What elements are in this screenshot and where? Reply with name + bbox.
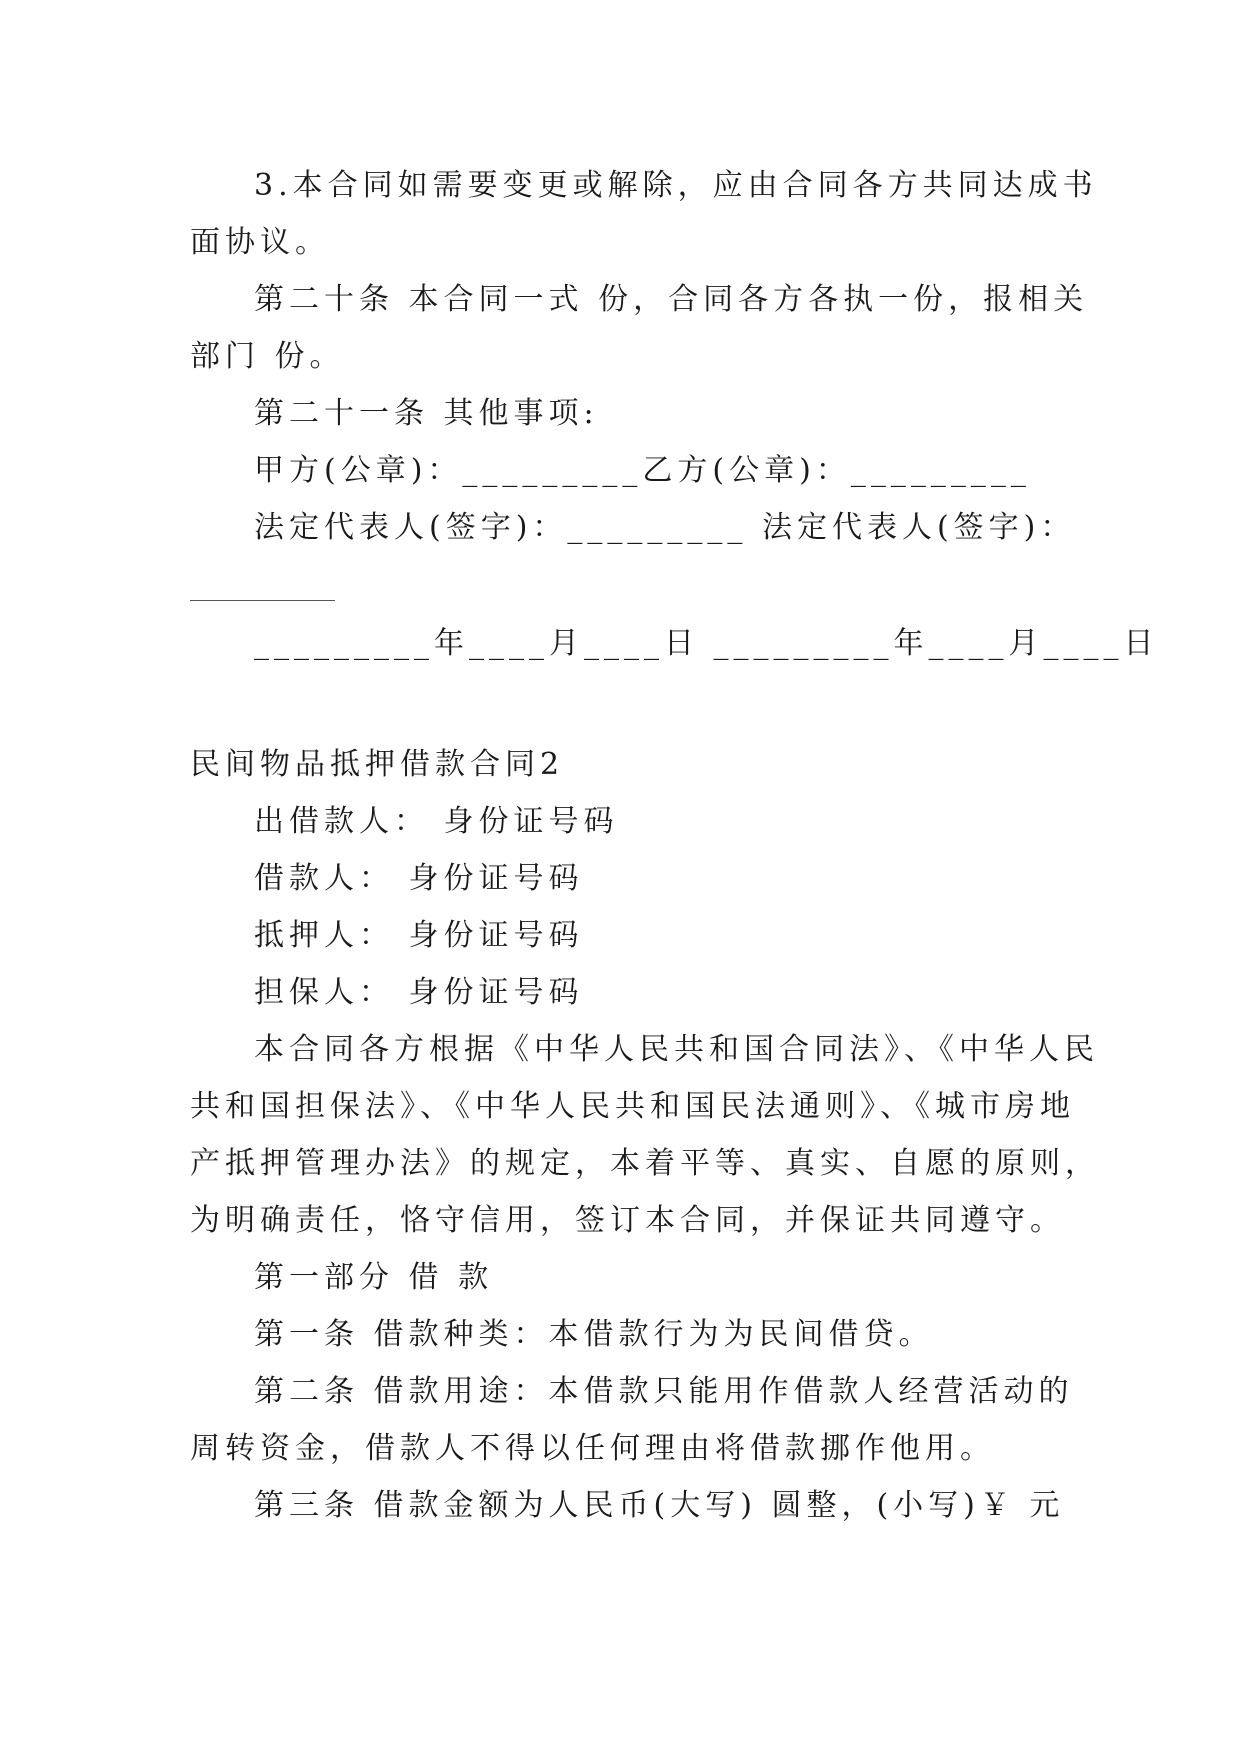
text-line: 担保人： 身份证号码 (254, 975, 584, 1010)
text-line: 出借款人： 身份证号码 (254, 804, 619, 839)
text-line: 为明确责任，恪守信用，签订本合同，并保证共同遵守。 (190, 1203, 1065, 1238)
signature-blank-line (190, 600, 335, 601)
text-line: 抵押人： 身份证号码 (254, 918, 584, 953)
text-line: 借款人： 身份证号码 (254, 861, 584, 896)
text-line: 第三条 借款金额为人民币(大写) 圆整，(小写)￥ 元 (254, 1488, 1065, 1523)
text-line: 本合同各方根据《中华人民共和国合同法》、《中华人民 (254, 1032, 1099, 1067)
text-line: 第二十一条 其他事项: (254, 396, 599, 431)
text-line: 第一条 借款种类：本借款行为为民间借贷。 (254, 1317, 934, 1352)
section-title: 民间物品抵押借款合同2 (190, 747, 565, 782)
text-line: 周转资金，借款人不得以任何理由将借款挪作他用。 (190, 1431, 995, 1466)
text-line: 面协议。 (190, 225, 330, 260)
text-line: 第二十条 本合同一式 份，合同各方各执一份，报相关 (254, 282, 1089, 317)
text-line: _________年____月____日 _________年____月____日 (254, 626, 1159, 661)
text-line: 第一部分 借 款 (254, 1260, 494, 1295)
text-line: 甲方(公章)：_________乙方(公章)：_________ (254, 453, 1031, 488)
text-line: 第二条 借款用途：本借款只能用作借款人经营活动的 (254, 1374, 1074, 1409)
text-line: 产抵押管理办法》的规定，本着平等、真实、自愿的原则， (190, 1146, 1100, 1181)
text-line: 共和国担保法》、《中华人民共和国民法通则》、《城市房地 (190, 1089, 1075, 1124)
text-line: 部门 份。 (190, 339, 345, 374)
text-line: 3.本合同如需要变更或解除，应由合同各方共同达成书 (254, 168, 1098, 203)
text-line: 法定代表人(签字)：_________ 法定代表人(签字)： (254, 510, 1076, 545)
